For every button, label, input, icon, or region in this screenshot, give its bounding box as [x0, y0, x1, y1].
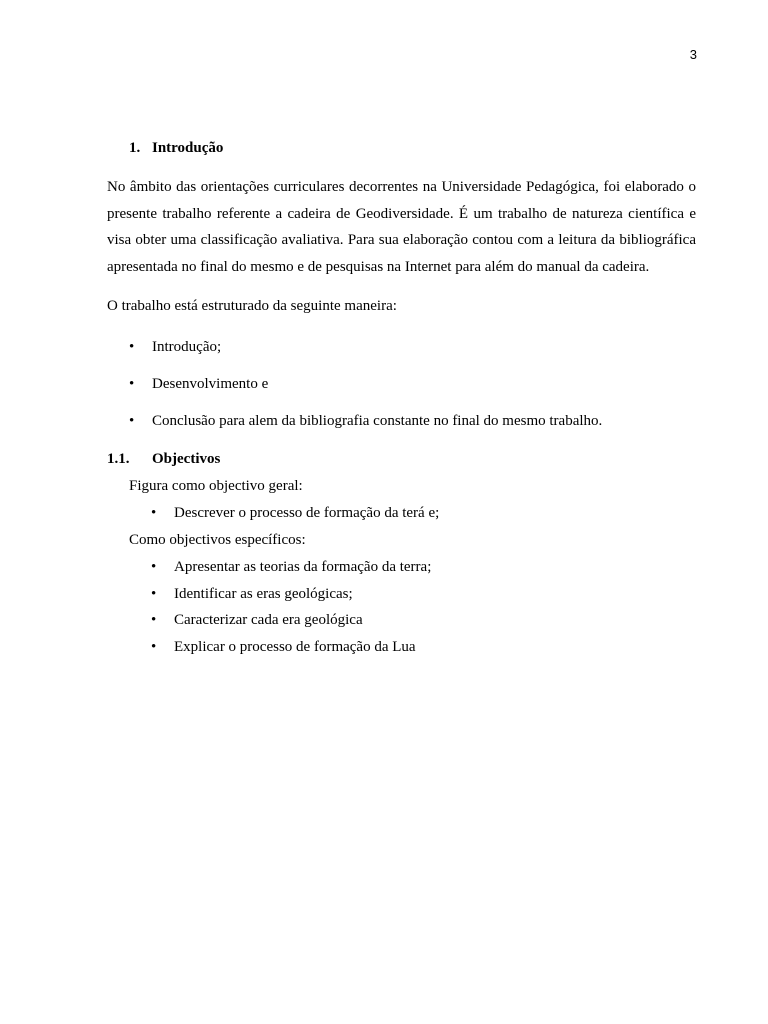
- list-item-text: Apresentar as teorias da formação da terra;: [174, 559, 432, 575]
- section-title: Objectivos: [152, 451, 221, 467]
- intro-paragraph: [107, 174, 696, 281]
- list-item-text: Introdução;: [152, 339, 222, 355]
- bullet-icon: •: [129, 413, 135, 429]
- bullet-icon: •: [151, 612, 157, 628]
- specific-objectives-label: Como objectivos específicos:: [129, 532, 306, 548]
- section-title: Introdução: [152, 140, 224, 156]
- paragraph-line: apresentada no final do mesmo e de pesquisas na Internet para além do manual da cadeira.: [107, 259, 650, 276]
- general-objective-label: Figura como objectivo geral:: [129, 478, 303, 494]
- page-number: 3: [689, 47, 697, 62]
- list-item-text: Conclusão para alem da bibliografia constante no final do mesmo trabalho.: [152, 413, 603, 429]
- section-number: 1.: [129, 140, 141, 156]
- bullet-icon: •: [151, 505, 157, 521]
- structure-intro: O trabalho está estruturado da seguinte maneira:: [107, 298, 397, 314]
- paragraph-line: visa obter uma classificação avaliativa. Para sua elaboração contou com a leitura da bibliográfica: [107, 232, 696, 249]
- bullet-icon: •: [129, 376, 135, 392]
- list-item-text: Identificar as eras geológicas;: [174, 586, 353, 602]
- list-item-text: Descrever o processo de formação da terá e;: [174, 505, 440, 521]
- paragraph-line: presente trabalho referente a cadeira de Geodiversidade. É um trabalho de natureza científica e: [107, 205, 696, 222]
- bullet-icon: •: [151, 586, 157, 602]
- list-item-text: Caracterizar cada era geológica: [174, 612, 363, 628]
- bullet-icon: •: [129, 339, 135, 355]
- section-heading-introducao: [129, 140, 223, 157]
- section-number: 1.1.: [107, 451, 130, 467]
- bullet-icon: •: [151, 559, 157, 575]
- bullet-icon: •: [151, 639, 157, 655]
- paragraph-line: No âmbito das orientações curriculares decorrentes na Universidade Pedagógica, foi elaborado o: [107, 179, 696, 195]
- list-item-text: Explicar o processo de formação da Lua: [174, 639, 416, 655]
- list-item-text: Desenvolvimento e: [152, 376, 269, 392]
